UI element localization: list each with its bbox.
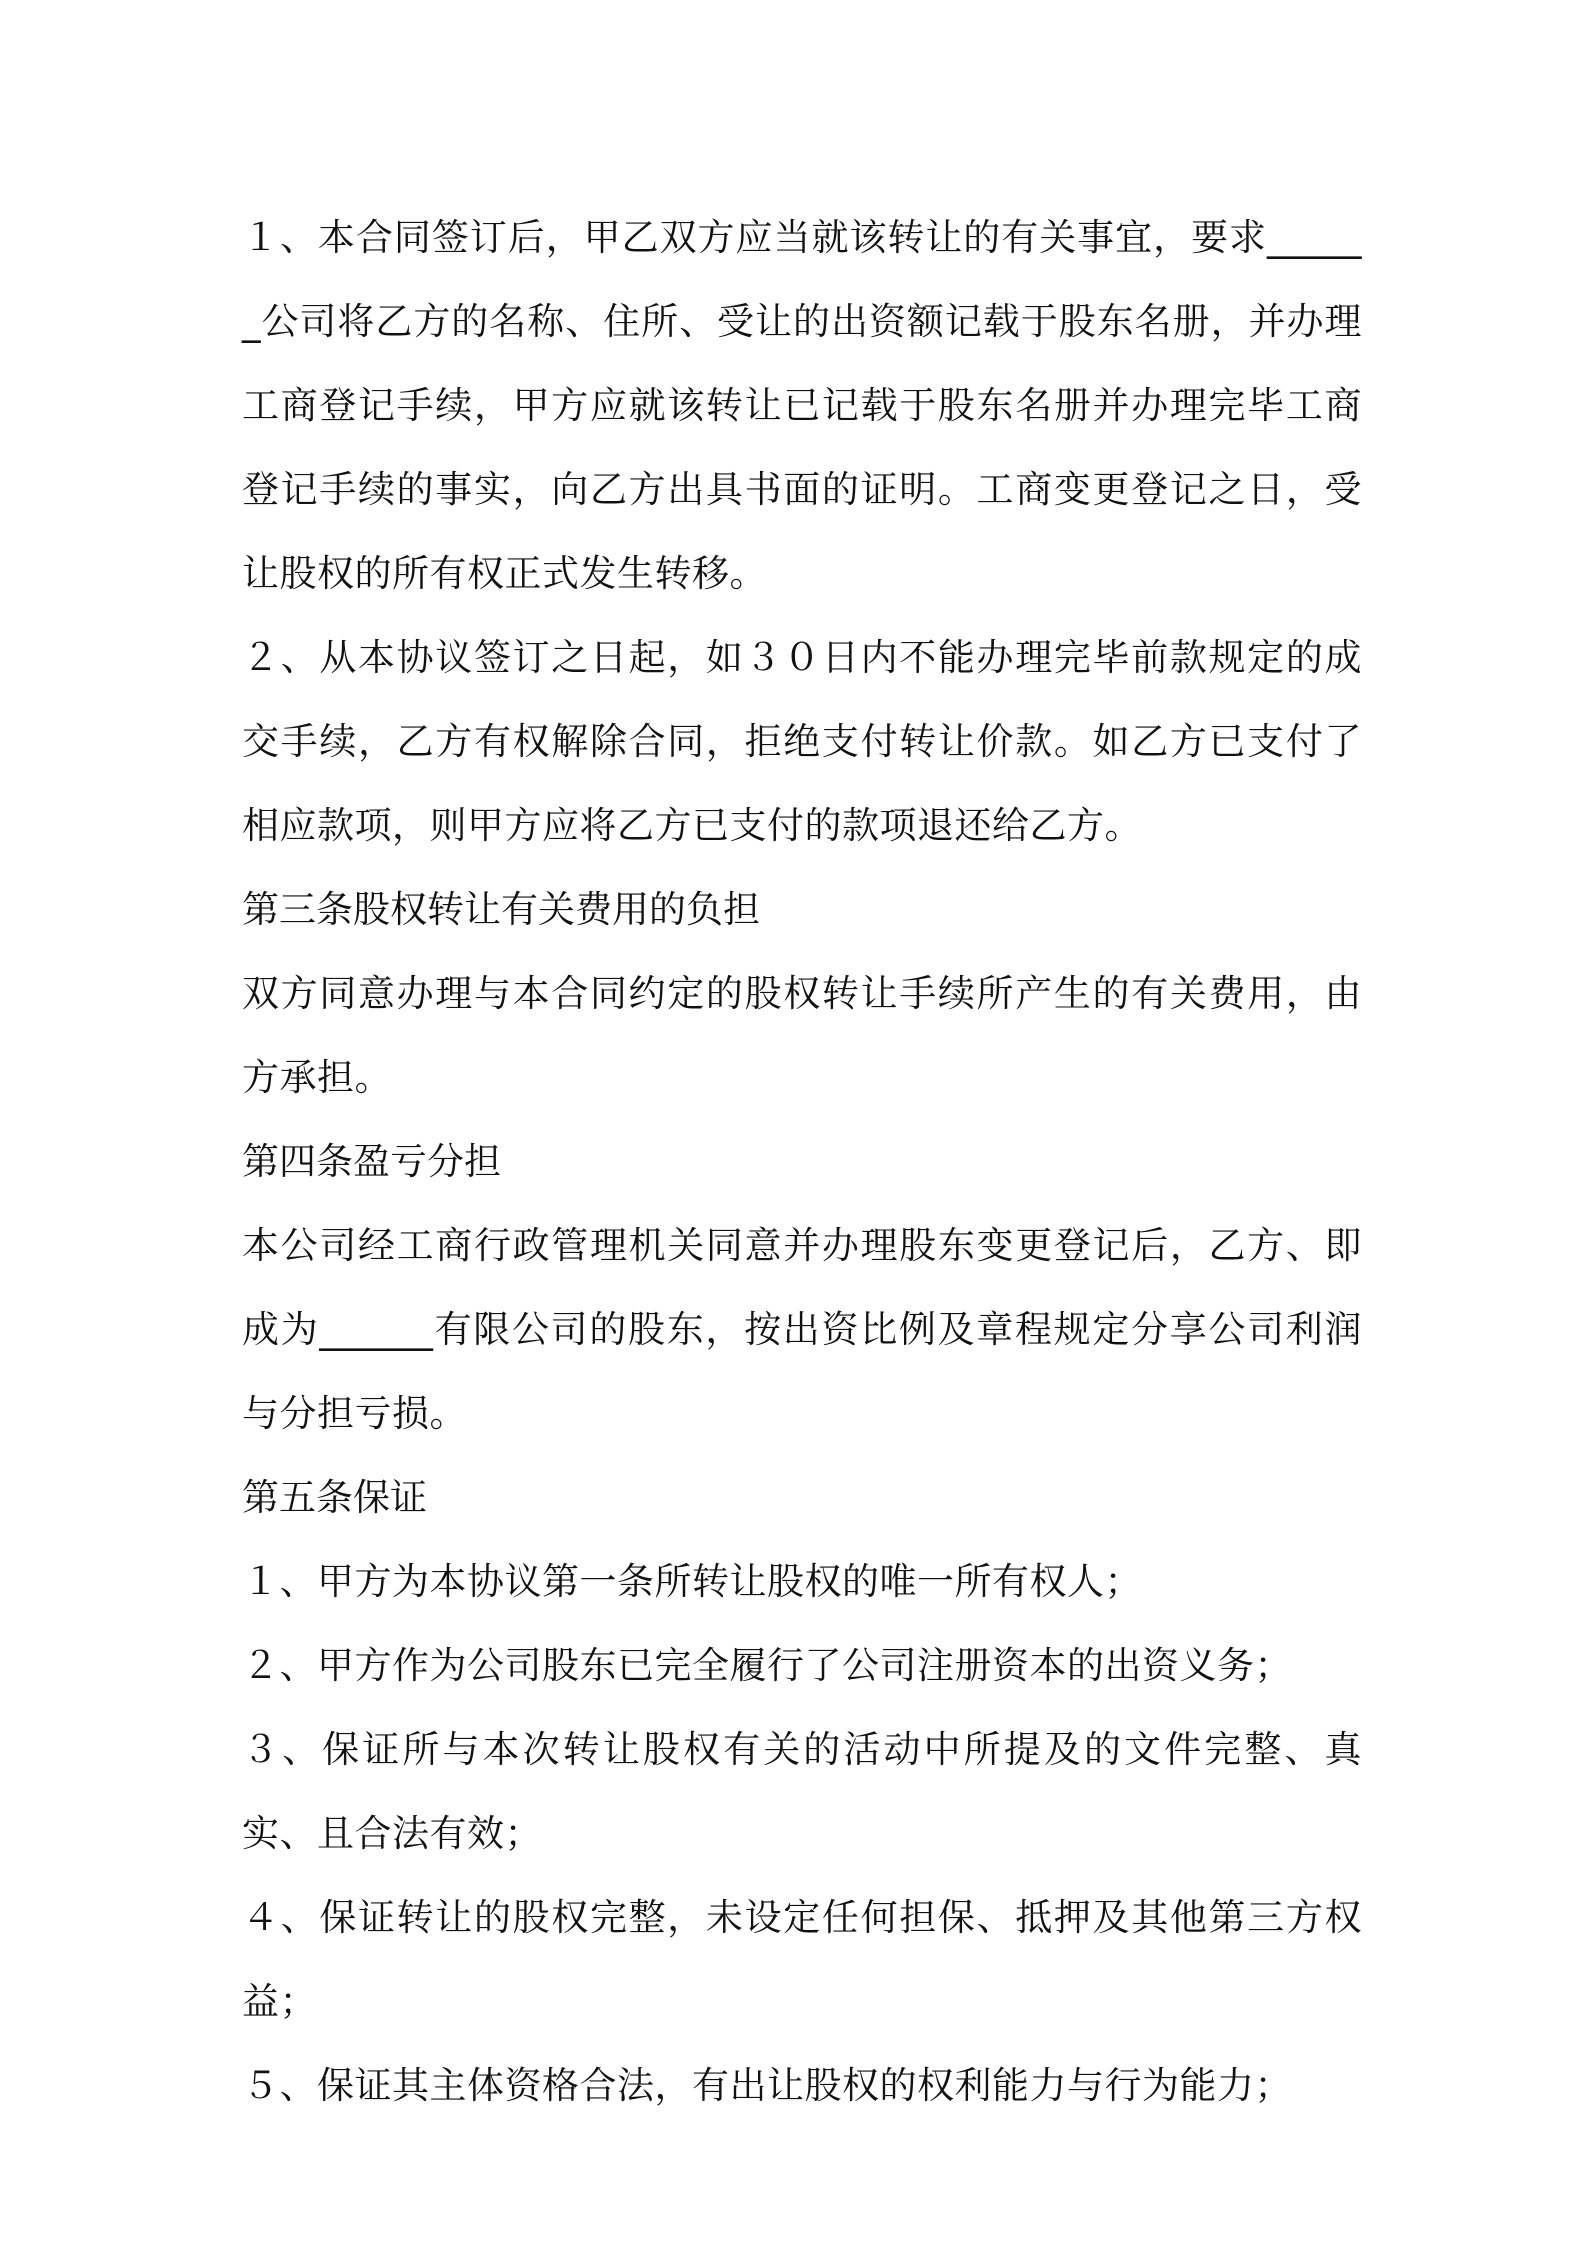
document-body (242, 196, 1362, 2128)
clause-2-item-1: １、本合同签订后，甲乙双方应当就该转让的有关事宜，要求______公司将乙方的名称、住所、受让的出资额记载于股东名册，并办理工商登记手续，甲方应就该转让已记载于股东名册并办理完毕工商登记手续的事实，向乙方出具书面的证明。工商变更登记之日，受让股权的所有权正式发生转移。 (242, 216, 1362, 595)
clause-5-item-4: ４、保证转让的股权完整，未设定任何担保、抵押及其他第三方权益； (242, 1896, 1362, 2023)
clause-4-heading: 第四条盈亏分担 (242, 1140, 501, 1183)
clause-5-heading: 第五条保证 (242, 1476, 427, 1519)
clause-2-item-2: ２、从本协议签订之日起，如３０日内不能办理完毕前款规定的成交手续，乙方有权解除合同，拒绝支付转让价款。如乙方已支付了相应款项，则甲方应将乙方已支付的款项退还给乙方。 (242, 636, 1362, 847)
clause-3-heading: 第三条股权转让有关费用的负担 (242, 888, 760, 931)
clause-5-item-2: ２、甲方作为公司股东已完全履行了公司注册资本的出资义务； (242, 1644, 1292, 1687)
clause-3-body: 双方同意办理与本合同约定的股权转让手续所产生的有关费用，由方承担。 (242, 972, 1362, 1099)
clause-4-body: 本公司经工商行政管理机关同意并办理股东变更登记后，乙方、即成为______有限公司的股东，按出资比例及章程规定分享公司利润与分担亏损。 (242, 1224, 1362, 1435)
clause-5-item-3: ３、保证所与本次转让股权有关的活动中所提及的文件完整、真实、且合法有效； (242, 1728, 1362, 1855)
clause-5-item-5: ５、保证其主体资格合法，有出让股权的权利能力与行为能力； (242, 2064, 1292, 2107)
clause-5-item-1: １、甲方为本协议第一条所转让股权的唯一所有权人； (242, 1560, 1142, 1603)
